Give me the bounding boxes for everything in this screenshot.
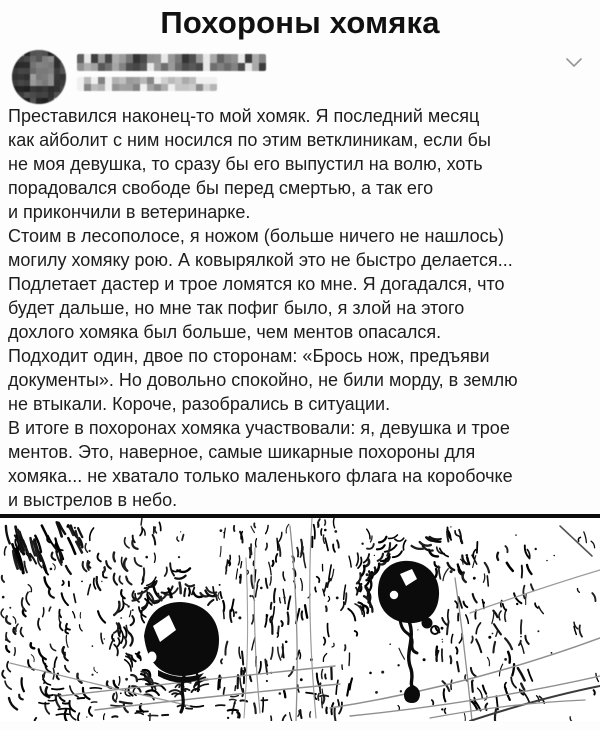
left-eye-highlight-dot [148, 652, 157, 663]
post-header [0, 41, 600, 99]
author-subtitle-redacted [77, 77, 217, 91]
fur-hatching [1, 518, 598, 721]
post-text-line: не моя девушка, то сразу бы его выпустил на волю, хоть [8, 154, 483, 174]
post-text-line: не втыкали. Короче, разобрались в ситуации. [8, 394, 391, 414]
post-text-line: могилу хомяку рою. А ковырялкой это не быстро делается... [8, 250, 513, 270]
post-text-line: и прикончили в ветеринарке. [8, 202, 251, 222]
post-text-line: порадовался свободе бы перед смертью, а так его [8, 178, 434, 198]
right-eye-tear-stream [409, 621, 413, 688]
author-name-redacted[interactable] [77, 54, 266, 71]
left-eye-tear [181, 676, 184, 712]
left-eye [144, 602, 219, 712]
post-text-line: Подлетает дастер и трое ломятся ко мне. Я догадался, что [8, 274, 505, 294]
crying-hamster-eyes-illustration [0, 518, 600, 721]
chevron-down-icon[interactable] [563, 55, 585, 71]
post-text-line: как айболит с ним носился по этим ветклиникам, если бы [8, 130, 491, 150]
post-text-line: будет дальше, но мне так пофиг было, я злой на этого [8, 298, 465, 318]
post-text-line: Подходит один, двое по сторонам: «Брось нож, предъяви [8, 346, 490, 366]
post-text-line: Стоим в лесополосе, я ножом (больше ничего не нашлось) [8, 226, 505, 246]
post-text-line: Преставился наконец-то мой хомяк. Я последний месяц [8, 106, 480, 126]
post-text-line: документы». Но довольно спокойно, не били морду, в землю [8, 370, 518, 390]
post-title: Похороны хомяка [160, 5, 440, 40]
author-block [77, 50, 266, 91]
right-eye [378, 561, 439, 703]
post-text-line: хомяка... не хватало только маленького флага на коробочке [8, 466, 513, 486]
right-eye-teardrop [404, 685, 420, 703]
post-text-line: дохлого хомяка был больше, чем ментов опасался. [8, 322, 442, 342]
right-eye-highlight-dot [390, 591, 398, 599]
post-text-line: В итоге в похоронах хомяка участвовали: я, девушка и трое [8, 418, 510, 438]
post-text [0, 99, 600, 512]
post-text-line: и выстрелов в небо. [8, 490, 178, 510]
whiskers [10, 518, 600, 721]
avatar[interactable] [12, 50, 66, 104]
post-text-line: ментов. Это, наверное, самые шикарные похороны для [8, 442, 476, 462]
